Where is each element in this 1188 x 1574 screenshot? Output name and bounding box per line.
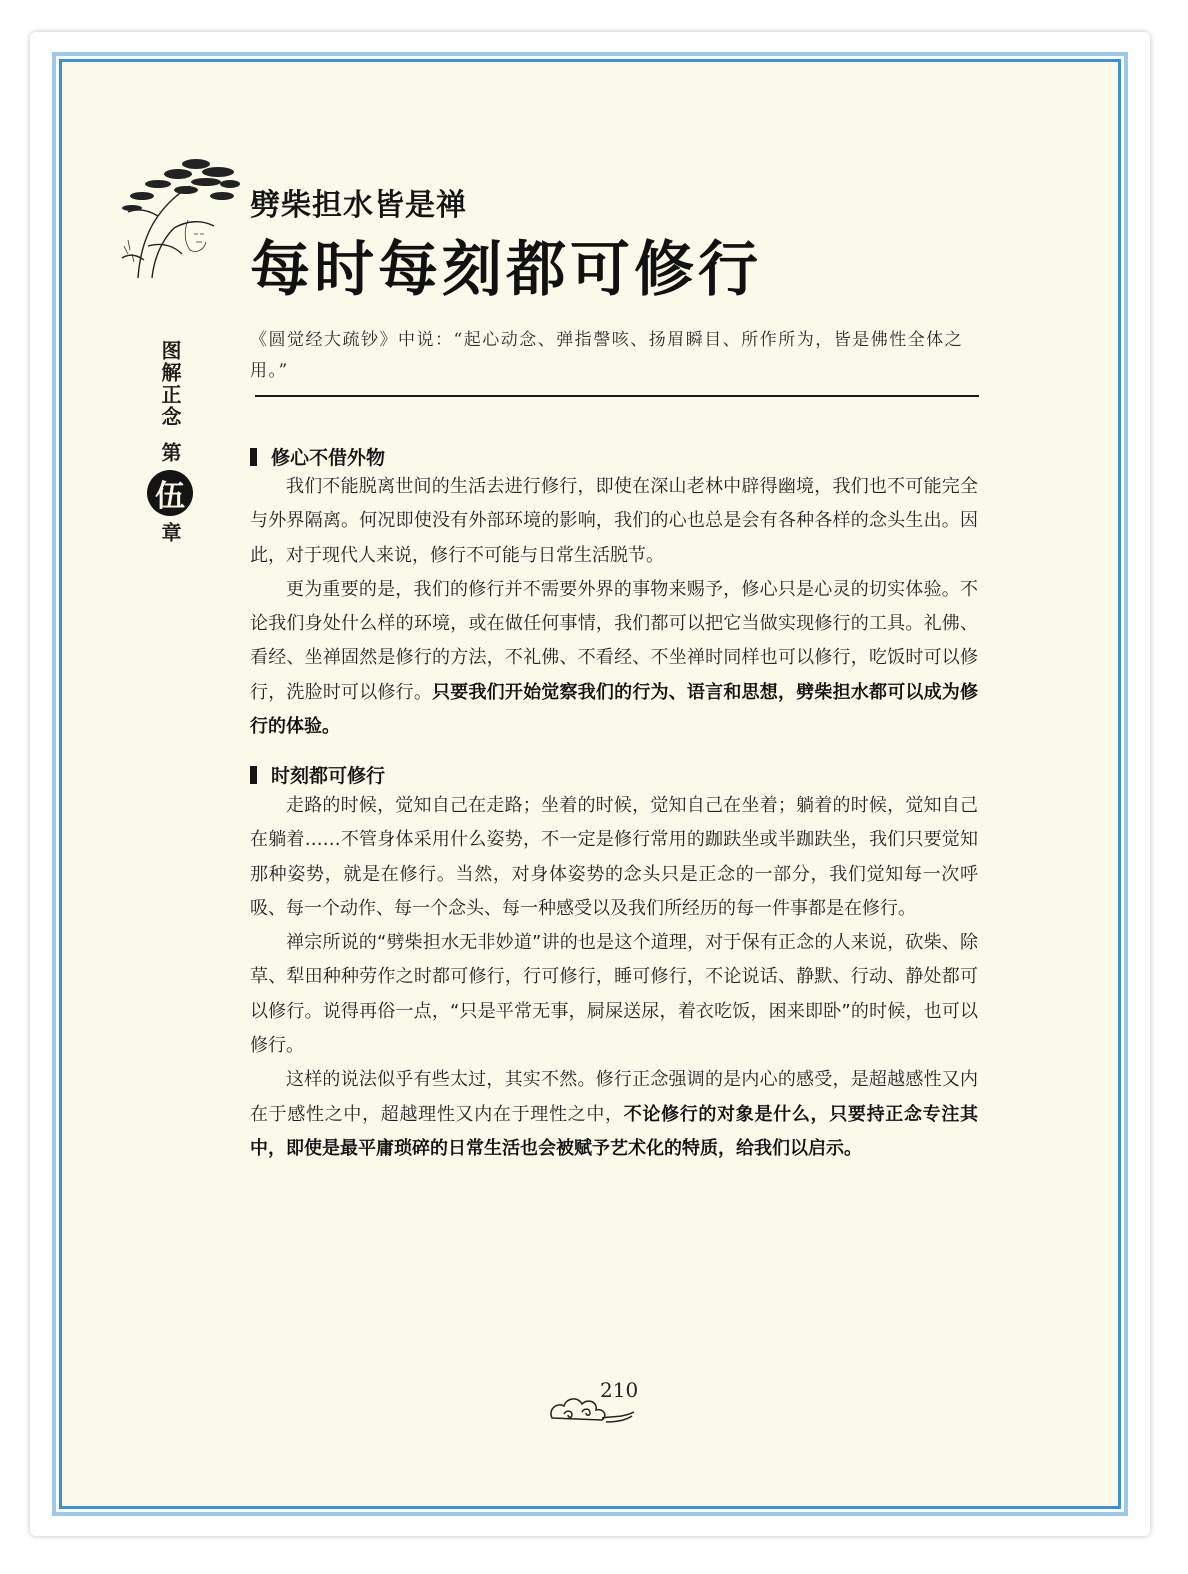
section-heading-1 (250, 443, 385, 470)
page-title: 每时每刻都可修行 (250, 235, 762, 305)
paragraph (250, 1063, 978, 1166)
paragraph-emphasis: 不论修行的对象是什么，只要持正念专注其中，即使是最平庸琐碎的日常生活也会被赋予艺术化的特质，给我们以启示。 (250, 1103, 979, 1159)
paragraph-text: 我们不能脱离世间的生活去进行修行，即使在深山老林中辟得幽境，我们也不可能完全与外界隔离。何况即使没有外部环境的影响，我们的心也总是会有各种各样的念头生出。因此，对于现代人来说，修行不可能与日常生活脱节。 (250, 476, 978, 566)
section-heading-text: 时刻都可修行 (271, 765, 386, 787)
chapter-prefix: 第 (158, 442, 182, 464)
page-number: 210 (600, 1378, 639, 1402)
section-heading-2 (250, 761, 385, 788)
section-subtitle: 劈柴担水皆是禅 (250, 188, 467, 223)
section-body-1 (250, 470, 978, 744)
paragraph-text: 更为重要的是，我们的修行并不需要外界的事物来赐予，修心只是心灵的切实体验。不论我们身处什么样的环境，或在做任何事情，我们都可以把它当做实现修行的工具。礼佛、看经、坐禅固然是修行的方法，不礼佛、不看经、不坐禅时同样也可以修行，吃饭时可以修行，洗脸时可以修行。 (250, 578, 978, 703)
section-heading-text: 修心不借外物 (271, 447, 386, 469)
paragraph (250, 470, 978, 573)
chapter-tab (150, 340, 190, 544)
tree-illustration-icon (118, 150, 243, 280)
heading-bar-icon (250, 766, 257, 784)
paragraph (250, 573, 978, 744)
book-title-vertical: 图解正念 (158, 340, 182, 428)
paragraph-emphasis: 只要我们开始觉察我们的行为、语言和思想，劈柴担水都可以成为修行的体验。 (250, 681, 979, 738)
heading-bar-icon (250, 448, 257, 466)
section-body-2 (250, 789, 978, 1166)
cloud-ornament-icon (546, 1390, 638, 1430)
divider-rule (255, 395, 979, 397)
chapter-number-badge: 伍 (147, 470, 193, 516)
chapter-suffix: 章 (158, 522, 182, 544)
paragraph (250, 789, 978, 926)
paragraph-text: 这样的说法似乎有些太过，其实不然。修行正念强调的是内心的感受，是超越感性又内在于感性之中，超越理性又内在于理性之中， (250, 1069, 978, 1125)
epigraph-quote: 《圆觉经大疏钞》中说：“起心动念、弹指謦咳、扬眉瞬目、所作所为，皆是佛性全体之用。” (250, 330, 964, 381)
paragraph-text: 禅宗所说的“劈柴担水无非妙道”讲的也是这个道理，对于保有正念的人来说，砍柴、除草、犁田种种劳作之时都可修行，行可修行，睡可修行，不论说话、静默、行动、静处都可以修行。说得再俗一点，“只是平常无事，屙屎送尿，着衣吃饭，困来即卧”的时候，也可以修行。 (250, 932, 978, 1057)
paragraph (250, 926, 978, 1063)
paragraph-text: 走路的时候，觉知自己在走路；坐着的时候，觉知自己在坐着；躺着的时候，觉知自己在躺着……不管身体采用什么姿势，不一定是修行常用的跏趺坐或半跏趺坐，我们只要觉知那种姿势，就是在修行。当然，对身体姿势的念头只是正念的一部分，我们觉知每一次呼吸、每一个动作、每一个念头、每一种感受以及我们所经历的每一件事都是在修行。 (250, 795, 978, 919)
